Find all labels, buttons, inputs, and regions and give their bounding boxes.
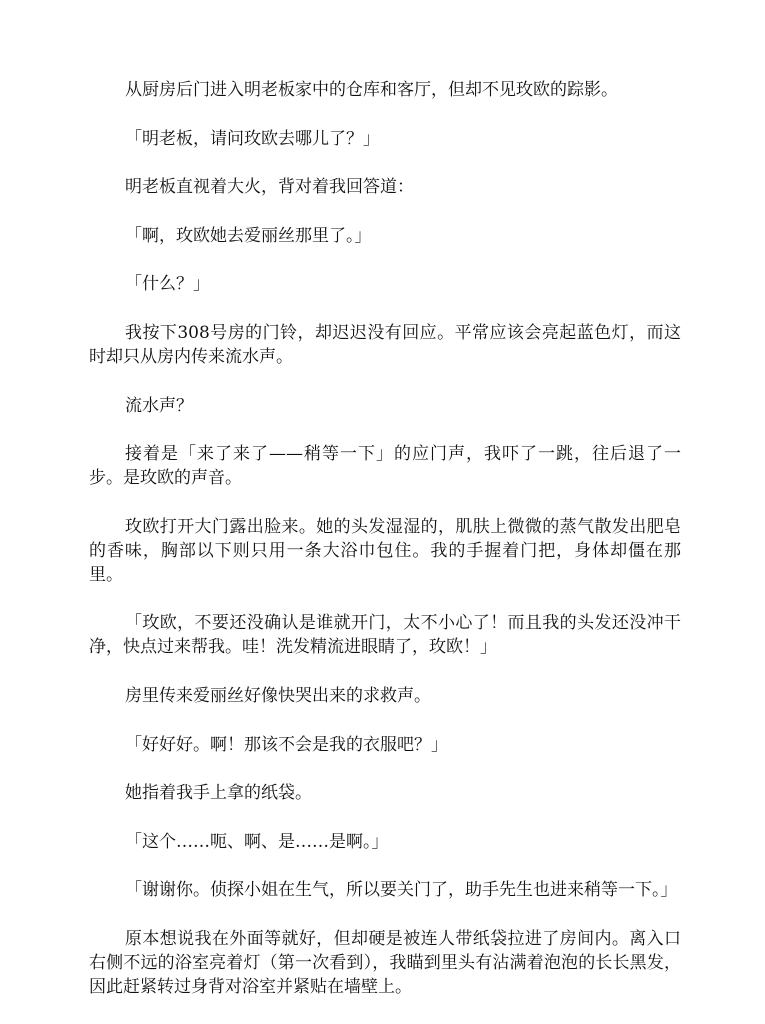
paragraph: 我按下308号房的门铃，却迟迟没有回应。平常应该会亮起蓝色灯，而这时却只从房内传来流水声。 — [89, 322, 681, 367]
paragraph: 房里传来爱丽丝好像快哭出来的求救声。 — [125, 685, 431, 706]
paragraph: 「好好好。啊！那该不会是我的衣服吧？」 — [125, 734, 448, 755]
paragraph: 原本想说我在外面等就好，但却硬是被连人带纸袋拉进了房间内。离入口右侧不远的浴室亮着灯（第一次看到），我瞄到里头有沾满着泡泡的长长黑发，因此赶紧转过身背对浴室并紧贴在墙壁上。 — [89, 928, 681, 997]
paragraph: 「明老板，请问玫欧去哪儿了？」 — [125, 128, 380, 149]
paragraph: 玫欧打开大门露出脸来。她的头发湿湿的，肌肤上微微的蒸气散发出肥皂的香味，胸部以下则只用一条大浴巾包住。我的手握着门把，身体却僵在那里。 — [89, 516, 681, 585]
paragraph: 从厨房后门进入明老板家中的仓库和客厅，但却不见玫欧的踪影。 — [125, 80, 618, 100]
paragraph: 接着是「来了来了——稍等一下」的应门声，我吓了一跳，往后退了一步。是玫欧的声音。 — [89, 444, 681, 489]
paragraph: 「玫欧，不要还没确认是谁就开门，太不小心了！而且我的头发还没冲干净，快点过来帮我。哇！洗发精流进眼睛了，玫欧！」 — [89, 613, 681, 658]
paragraph: 「谢谢你。侦探小姐在生气，所以要关门了，助手先生也进来稍等一下。」 — [125, 880, 678, 901]
paragraph: 明老板直视着大火，背对着我回答道： — [125, 177, 414, 198]
paragraph: 「这个……呃、啊、是……是啊。」 — [125, 831, 389, 852]
document-body — [89, 78, 681, 1024]
paragraph: 她指着我手上拿的纸袋。 — [125, 783, 312, 804]
paragraph: 流水声？ — [125, 395, 193, 416]
paragraph: 「啊，玫欧她去爱丽丝那里了。」 — [125, 225, 372, 246]
paragraph: 「什么？」 — [125, 274, 210, 295]
